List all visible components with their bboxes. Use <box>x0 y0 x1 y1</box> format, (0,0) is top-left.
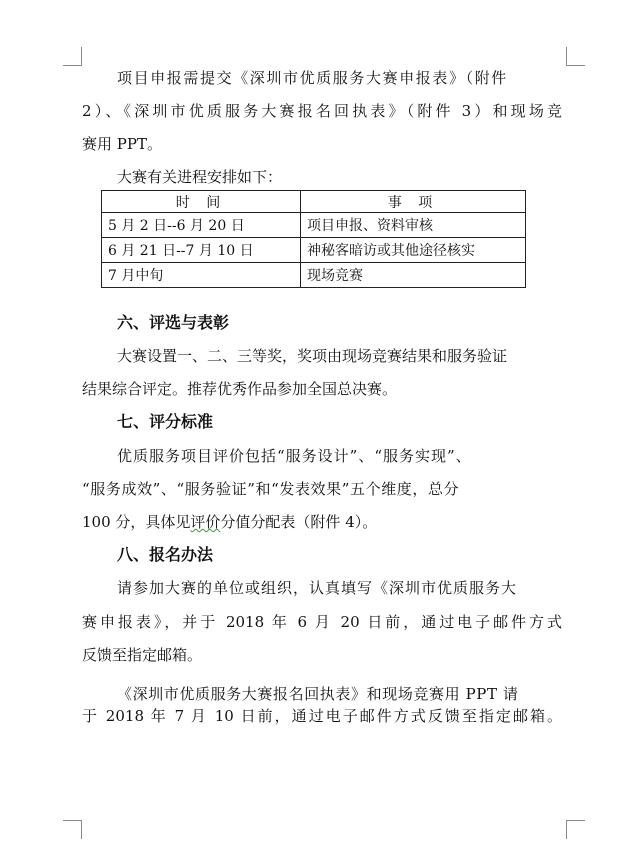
table-header-row <box>102 191 526 213</box>
paragraph-line: 于 2018 年 7 月 10 日前，通过电子邮件方式反馈至指定邮箱。 <box>82 707 562 725</box>
table-row <box>102 238 526 263</box>
crop-mark-top-left <box>63 47 82 66</box>
paragraph-line: “服务成效”、“服务验证”和“发表效果”五个维度，总分 <box>82 480 460 498</box>
paragraph-line: 赛用 PPT。 <box>82 135 162 153</box>
spellcheck-marked-text: 评价 <box>190 513 221 531</box>
table-row <box>102 213 526 238</box>
table-cell-item: 项目申报、资料审核 <box>301 213 526 238</box>
paragraph-line: 请参加大赛的单位或组织，认真填写《深圳市优质服务大 <box>117 579 518 597</box>
text-run: 分值分配表（附件 4）。 <box>220 513 378 531</box>
paragraph-line: 优质服务项目评价包括“服务设计”、“服务实现”、 <box>117 447 472 465</box>
paragraph-line: 项目申报需提交《深圳市优质服务大赛申报表》（附件 <box>117 69 508 87</box>
crop-mark-bottom-right <box>566 820 585 839</box>
paragraph-line <box>82 512 377 532</box>
section-heading: 六、评选与表彰 <box>117 313 230 332</box>
table-cell-item: 现场竞赛 <box>301 263 526 288</box>
crop-mark-top-right <box>566 47 585 66</box>
table-cell-item: 神秘客暗访或其他途径核实 <box>301 238 526 263</box>
text-run: 100 分，具体见 <box>82 513 191 531</box>
table-cell-time: 5 月 2 日--6 月 20 日 <box>102 213 301 238</box>
section-heading: 七、评分标准 <box>117 412 214 431</box>
paragraph-line: 《深圳市优质服务大赛报名回执表》和现场竞赛用 PPT 请 <box>117 685 519 703</box>
crop-mark-bottom-left <box>63 820 82 839</box>
paragraph-line: 大赛设置一、二、三等奖，奖项由现场竞赛结果和服务验证 <box>117 347 508 365</box>
column-header-item: 事 项 <box>301 191 526 213</box>
paragraph-line: 2）、《深圳市优质服务大赛报名回执表》（附件 3）和现场竞 <box>82 102 562 120</box>
section-heading: 八、报名办法 <box>117 545 214 564</box>
column-header-time: 时 间 <box>102 191 301 213</box>
schedule-intro: 大赛有关进程安排如下： <box>117 168 283 186</box>
table-cell-time: 7 月中旬 <box>102 263 301 288</box>
paragraph-line: 赛申报表》，并于 2018 年 6 月 20 日前，通过电子邮件方式 <box>82 613 562 631</box>
schedule-table <box>101 190 526 288</box>
paragraph-line: 反馈至指定邮箱。 <box>82 646 203 664</box>
table-row <box>102 263 526 288</box>
table-cell-time: 6 月 21 日--7 月 10 日 <box>102 238 301 263</box>
paragraph-line: 结果综合评定。推荐优秀作品参加全国总决赛。 <box>82 380 398 398</box>
